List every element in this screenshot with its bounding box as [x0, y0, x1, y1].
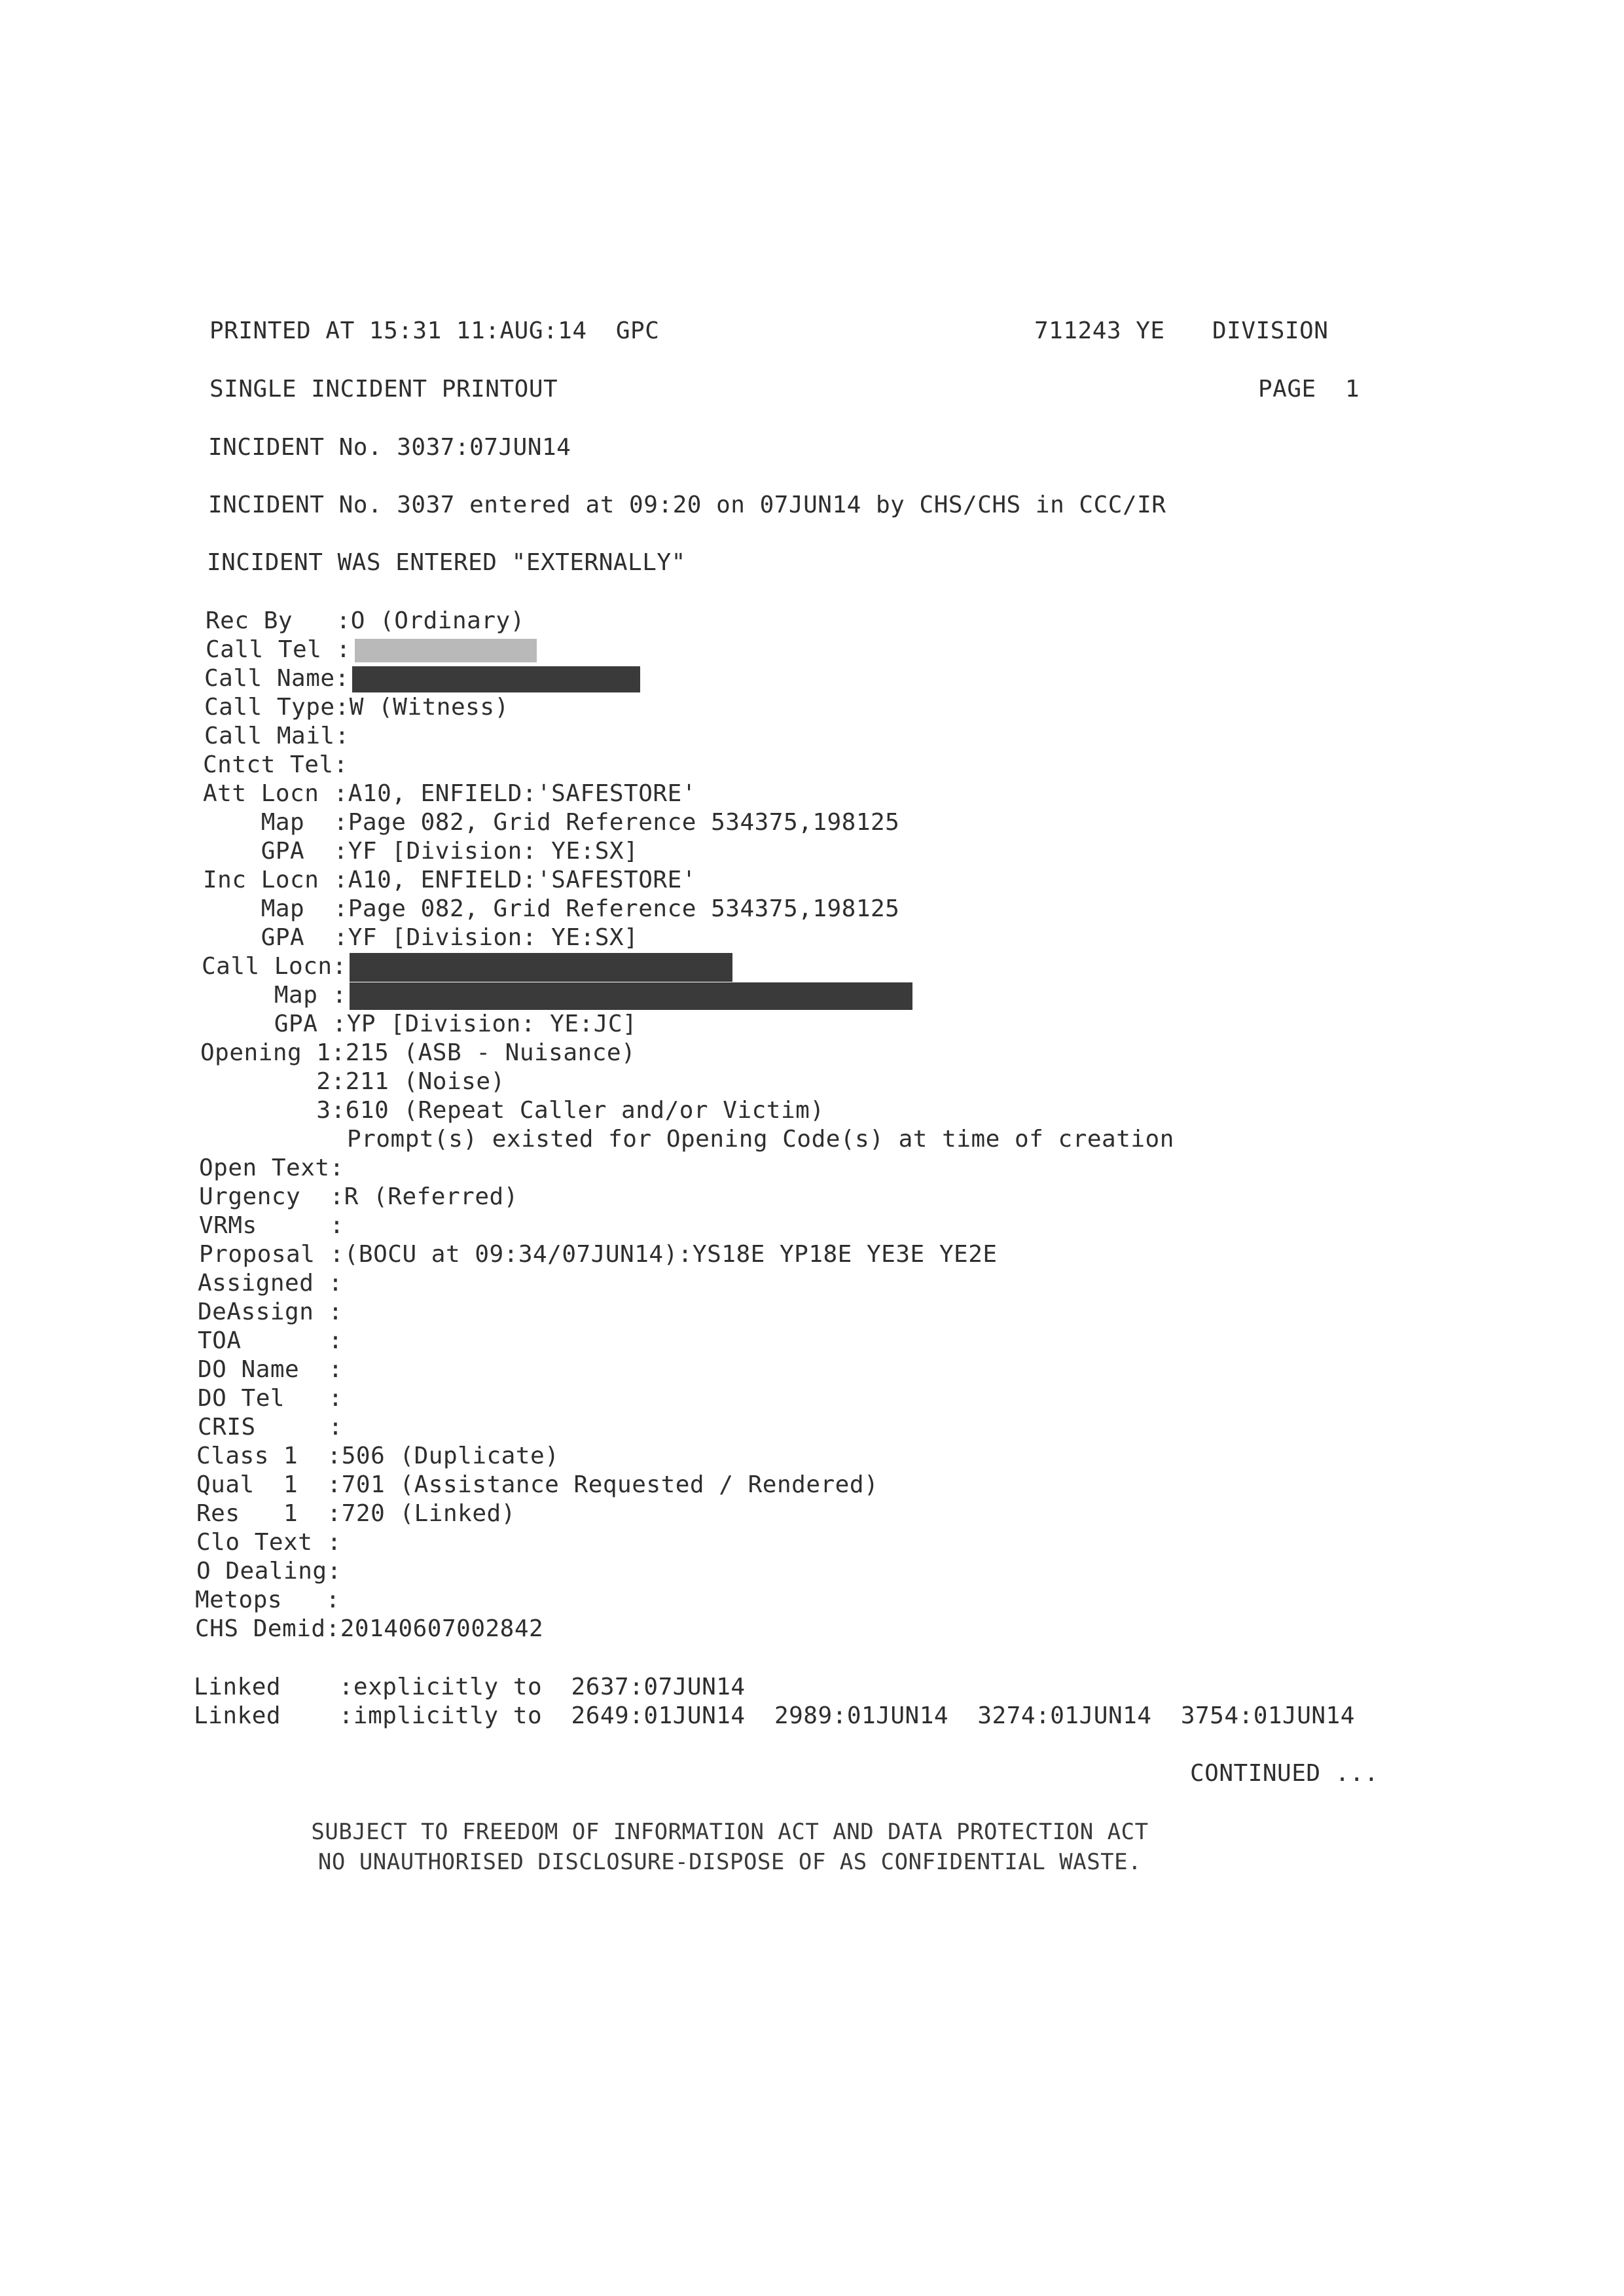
field-toa: TOA : — [198, 1327, 343, 1354]
incident-entered: INCIDENT No. 3037 entered at 09:20 on 07JUN14 by CHS/CHS in CCC/IR — [208, 492, 1166, 518]
field-o-dealing: O Dealing: — [196, 1558, 342, 1585]
disclaimer-line-2: NO UNAUTHORISED DISCLOSURE-DISPOSE OF AS CONFIDENTIAL WASTE. — [317, 1849, 1142, 1875]
field-class-1: Class 1 :506 (Duplicate) — [196, 1443, 560, 1469]
field-cris: CRIS : — [198, 1414, 343, 1441]
field-att-locn: Att Locn :A10, ENFIELD:'SAFESTORE' — [203, 780, 696, 807]
field-call-mail: Call Mail: — [204, 723, 350, 749]
field-cntct-tel: Cntct Tel: — [203, 751, 348, 778]
field-opening-3: 3:610 (Repeat Caller and/or Victim) — [200, 1097, 825, 1124]
redaction-block — [352, 666, 640, 692]
field-qual-1: Qual 1 :701 (Assistance Requested / Rendered) — [196, 1471, 879, 1498]
incident-number: INCIDENT No. 3037:07JUN14 — [208, 434, 571, 461]
field-inc-locn: Inc Locn :A10, ENFIELD:'SAFESTORE' — [203, 867, 696, 893]
linked-implicit: Linked :implicitly to 2649:01JUN14 2989:01JUN14 3274:01JUN14 3754:01JUN14 — [194, 1702, 1355, 1729]
field-call-tel: Call Tel : — [206, 636, 537, 664]
field-metops: Metops : — [195, 1587, 340, 1613]
field-call-map: Map : — [202, 981, 912, 1010]
redaction-block — [350, 953, 732, 982]
field-open-text: Open Text: — [199, 1155, 344, 1181]
field-chs-demid: CHS Demid:20140607002842 — [195, 1615, 544, 1642]
linked-explicit: Linked :explicitly to 2637:07JUN14 — [194, 1674, 746, 1700]
disclaimer-line-1: SUBJECT TO FREEDOM OF INFORMATION ACT AND DATA PROTECTION ACT — [311, 1819, 1149, 1845]
field-inc-map: Map :Page 082, Grid Reference 534375,198125 — [203, 895, 900, 922]
field-clo-text: Clo Text : — [196, 1529, 342, 1556]
continued-label: CONTINUED ... — [1190, 1760, 1379, 1787]
field-deassign: DeAssign : — [198, 1299, 343, 1325]
field-do-tel: DO Tel : — [198, 1385, 343, 1412]
field-call-gpa: GPA :YP [Division: YE:JC] — [202, 1011, 638, 1037]
field-res-1: Res 1 :720 (Linked) — [196, 1500, 516, 1527]
field-opening-2: 2:211 (Noise) — [200, 1068, 505, 1095]
field-assigned: Assigned : — [198, 1270, 343, 1297]
field-opening-1: Opening 1:215 (ASB - Nuisance) — [200, 1039, 636, 1066]
field-att-map: Map :Page 082, Grid Reference 534375,198125 — [203, 809, 900, 836]
field-vrms: VRMs : — [199, 1212, 344, 1239]
field-call-name: Call Name: — [204, 664, 640, 693]
document-title: SINGLE INCIDENT PRINTOUT — [209, 376, 558, 403]
opening-prompt-note: Prompt(s) existed for Opening Code(s) at time of creation — [347, 1126, 1174, 1153]
field-rec-by: Rec By :O (Ordinary) — [206, 607, 525, 634]
printed-at: PRINTED AT 15:31 11:AUG:14 GPC — [209, 317, 660, 344]
field-att-gpa: GPA :YF [Division: YE:SX] — [203, 838, 639, 865]
field-call-type: Call Type:W (Witness) — [204, 694, 509, 721]
redaction-block — [355, 639, 537, 662]
page-number: PAGE 1 — [1258, 376, 1360, 403]
field-proposal: Proposal :(BOCU at 09:34/07JUN14):YS18E YP18E YE3E YE2E — [199, 1241, 998, 1268]
field-call-locn: Call Locn: — [202, 952, 732, 982]
division-label: DIVISION — [1212, 317, 1329, 344]
redaction-block — [350, 982, 912, 1010]
reference-number: 711243 YE — [1034, 317, 1165, 344]
field-urgency: Urgency :R (Referred) — [199, 1183, 518, 1210]
incident-externally: INCIDENT WAS ENTERED "EXTERNALLY" — [207, 549, 686, 576]
field-do-name: DO Name : — [198, 1356, 343, 1383]
field-inc-gpa: GPA :YF [Division: YE:SX] — [203, 924, 639, 951]
